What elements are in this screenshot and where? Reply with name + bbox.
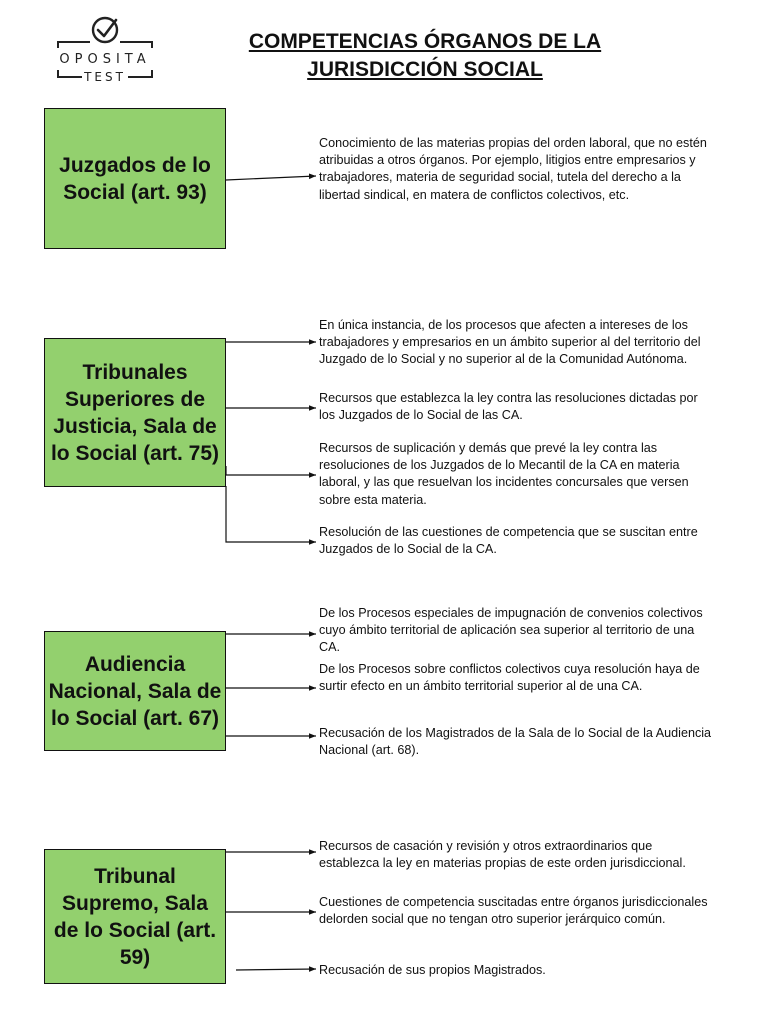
text-an-3: Recusación de los Magistrados de la Sala de lo Social de la Audiencia Nacional (art. 68). (319, 726, 712, 758)
connector-tsj-3 (226, 466, 316, 475)
text-tsj-3: Recursos de suplicación y demás que prevé la ley contra las resoluciones de los Juzgados de lo Mecantil de la CA en materia laboral, y las que resuelvan los incidentes concursales que versen sobre esta materia. (319, 441, 689, 507)
connector-tsj-4 (226, 486, 316, 542)
connector-juzgados-1 (226, 176, 316, 180)
logo-word-oposita: OPOSITA (59, 52, 151, 67)
text-tsj-2: Recursos que establezca la ley contra las resoluciones dictadas por los Juzgados de lo Social de las CA. (319, 391, 698, 423)
logo-word-test: TEST (84, 70, 126, 84)
box-juzgados-de-lo-social: Juzgados de lo Social (art. 93) (44, 108, 226, 249)
text-ts-1: Recursos de casación y revisión y otros extraordinarios que establezca la ley en materias propias de este orden jurisdiccional. (319, 839, 686, 871)
text-tsj-1: En única instancia, de los procesos que afecten a intereses de los trabajadores y empresarios en un ámbito superior al del territorio del Juzgado de lo Social y no superior al de la Comunidad Autónoma. (319, 318, 701, 367)
title-line-2: JURISDICCIÓN SOCIAL (307, 58, 543, 81)
box-tribunal-supremo: Tribunal Supremo, Sala de lo Social (art. 59) (44, 849, 226, 984)
text-an-1: De los Procesos especiales de impugnación de convenios colectivos cuyo ámbito territorial de aplicación sea superior al territorio de una CA. (319, 606, 703, 655)
text-juzgados-1: Conocimiento de las materias propias del orden laboral, que no estén atribuidas a otros órganos. Por ejemplo, litigios entre empresarios y trabajadores, materia de seguridad social, tutela del derecho a la libertad sindical, en matera de conflictos colectivos, etc. (319, 136, 707, 202)
title-line-1: COMPETENCIAS ÓRGANOS DE LA (248, 30, 602, 53)
text-an-2: De los Procesos sobre conflictos colectivos cuya resolución haya de surtir efecto en un ámbito territorial superior al de una CA. (319, 662, 700, 694)
text-tsj-4: Resolución de las cuestiones de competencia que se suscitan entre Juzgados de lo Social de la CA. (319, 525, 698, 557)
connector-ts-3 (236, 969, 316, 970)
text-ts-2: Cuestiones de competencia suscitadas entre órganos jurisdiccionales delorden social que no tengan otro superior jerárquico común. (319, 895, 708, 927)
text-ts-3: Recusación de sus propios Magistrados. (319, 963, 546, 977)
box-tribunales-superiores: Tribunales Superiores de Justicia, Sala de lo Social (art. 75) (44, 338, 226, 487)
box-audiencia-nacional: Audiencia Nacional, Sala de lo Social (art. 67) (44, 631, 226, 751)
